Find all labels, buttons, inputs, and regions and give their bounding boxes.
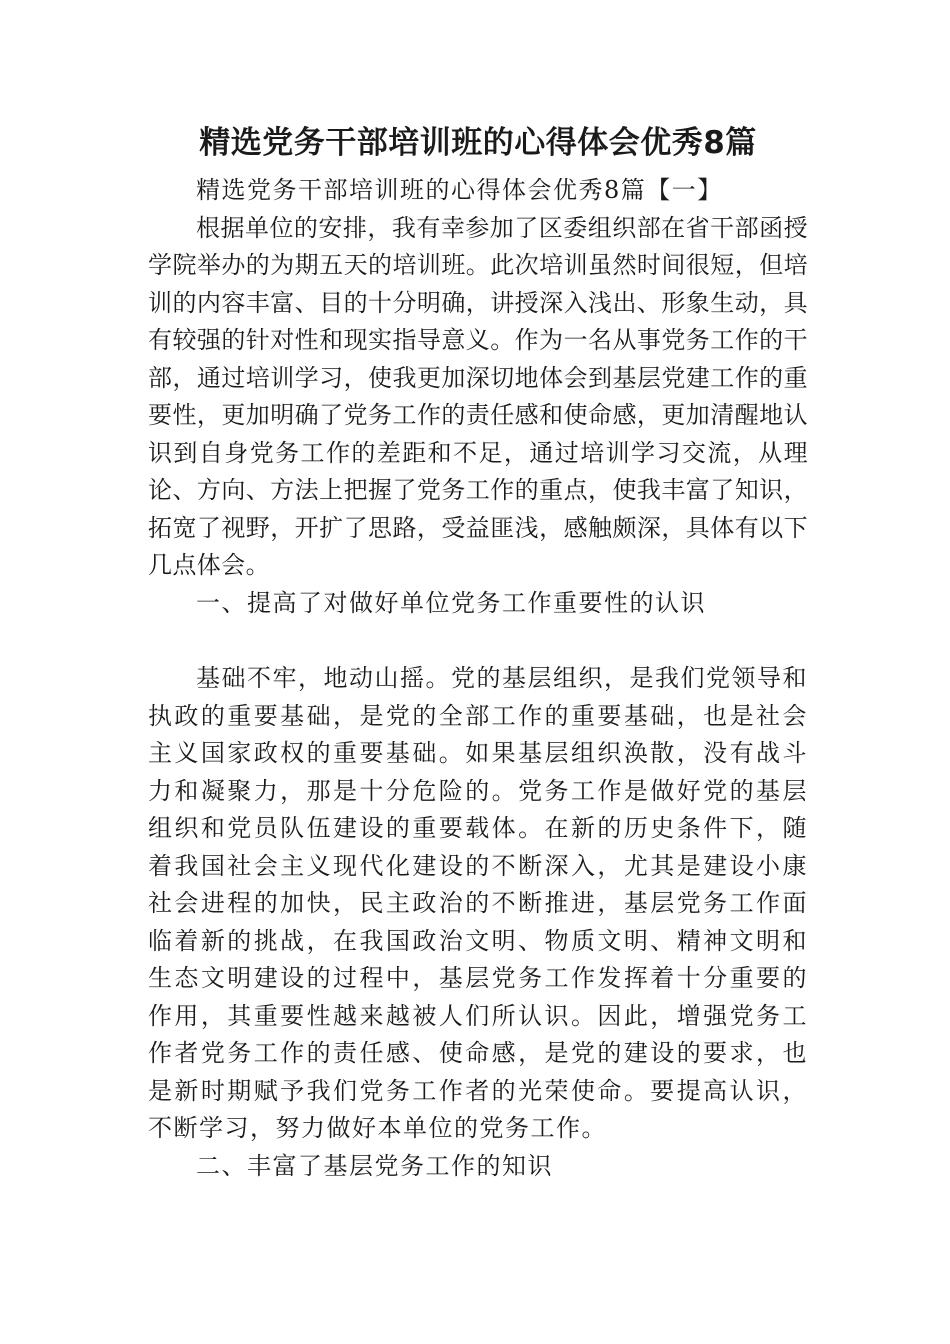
section-1-paragraph: 基础不牢，地动山摇。党的基层组织，是我们党领导和执政的重要基础，是党的全部工作的重要基础，也是社会主义国家政权的重要基础。如果基层组织涣散，没有战斗力和凝聚力，那是十分危险的。党务工作是做好党的基层组织和党员队伍建设的重要载体。在新的历史条件下，随着我国社会主义现代化建设的不断深入，尤其是建设小康社会进程的加快，民主政治的不断推进，基层党务工作面临着新的挑战，在我国政治文明、物质文明、精神文明和生态文明建设的过程中，基层党务工作发挥着十分重要的作用，其重要性越来越被人们所认识。因此，增强党务工作者党务工作的责任感、使命感，是党的建设的要求，也是新时期赋予我们党务工作者的光荣使命。要提高认识，不断学习，努力做好本单位的党务工作。 bbox=[148, 664, 808, 1142]
document-subtitle: 精选党务干部培训班的心得体会优秀8篇【一】 bbox=[196, 176, 723, 204]
document-title: 精选党务干部培训班的心得体会优秀8篇 bbox=[199, 125, 757, 161]
document-page bbox=[148, 118, 808, 1185]
section-2-heading: 二、丰富了基层党务工作的知识 bbox=[196, 1151, 553, 1180]
blank-line bbox=[148, 622, 808, 660]
intro-paragraph: 根据单位的安排，我有幸参加了区委组织部在省干部函授学院举办的为期五天的培训班。此次培训虽然时间很短，但培训的内容丰富、目的十分明确，讲授深入浅出、形象生动，具有较强的针对性和现实指导意义。作为一名从事党务工作的干部，通过培训学习，使我更加深切地体会到基层党建工作的重要性，更加明确了党务工作的责任感和使命感，更加清醒地认识到自身党务工作的差距和不足，通过培训学习交流，从理论、方向、方法上把握了党务工作的重点，使我丰富了知识，拓宽了视野，开扩了思路，受益匪浅，感触颇深，具体有以下几点体会。 bbox=[148, 213, 808, 579]
section-1-heading: 一、提高了对做好单位党务工作重要性的认识 bbox=[196, 588, 706, 617]
